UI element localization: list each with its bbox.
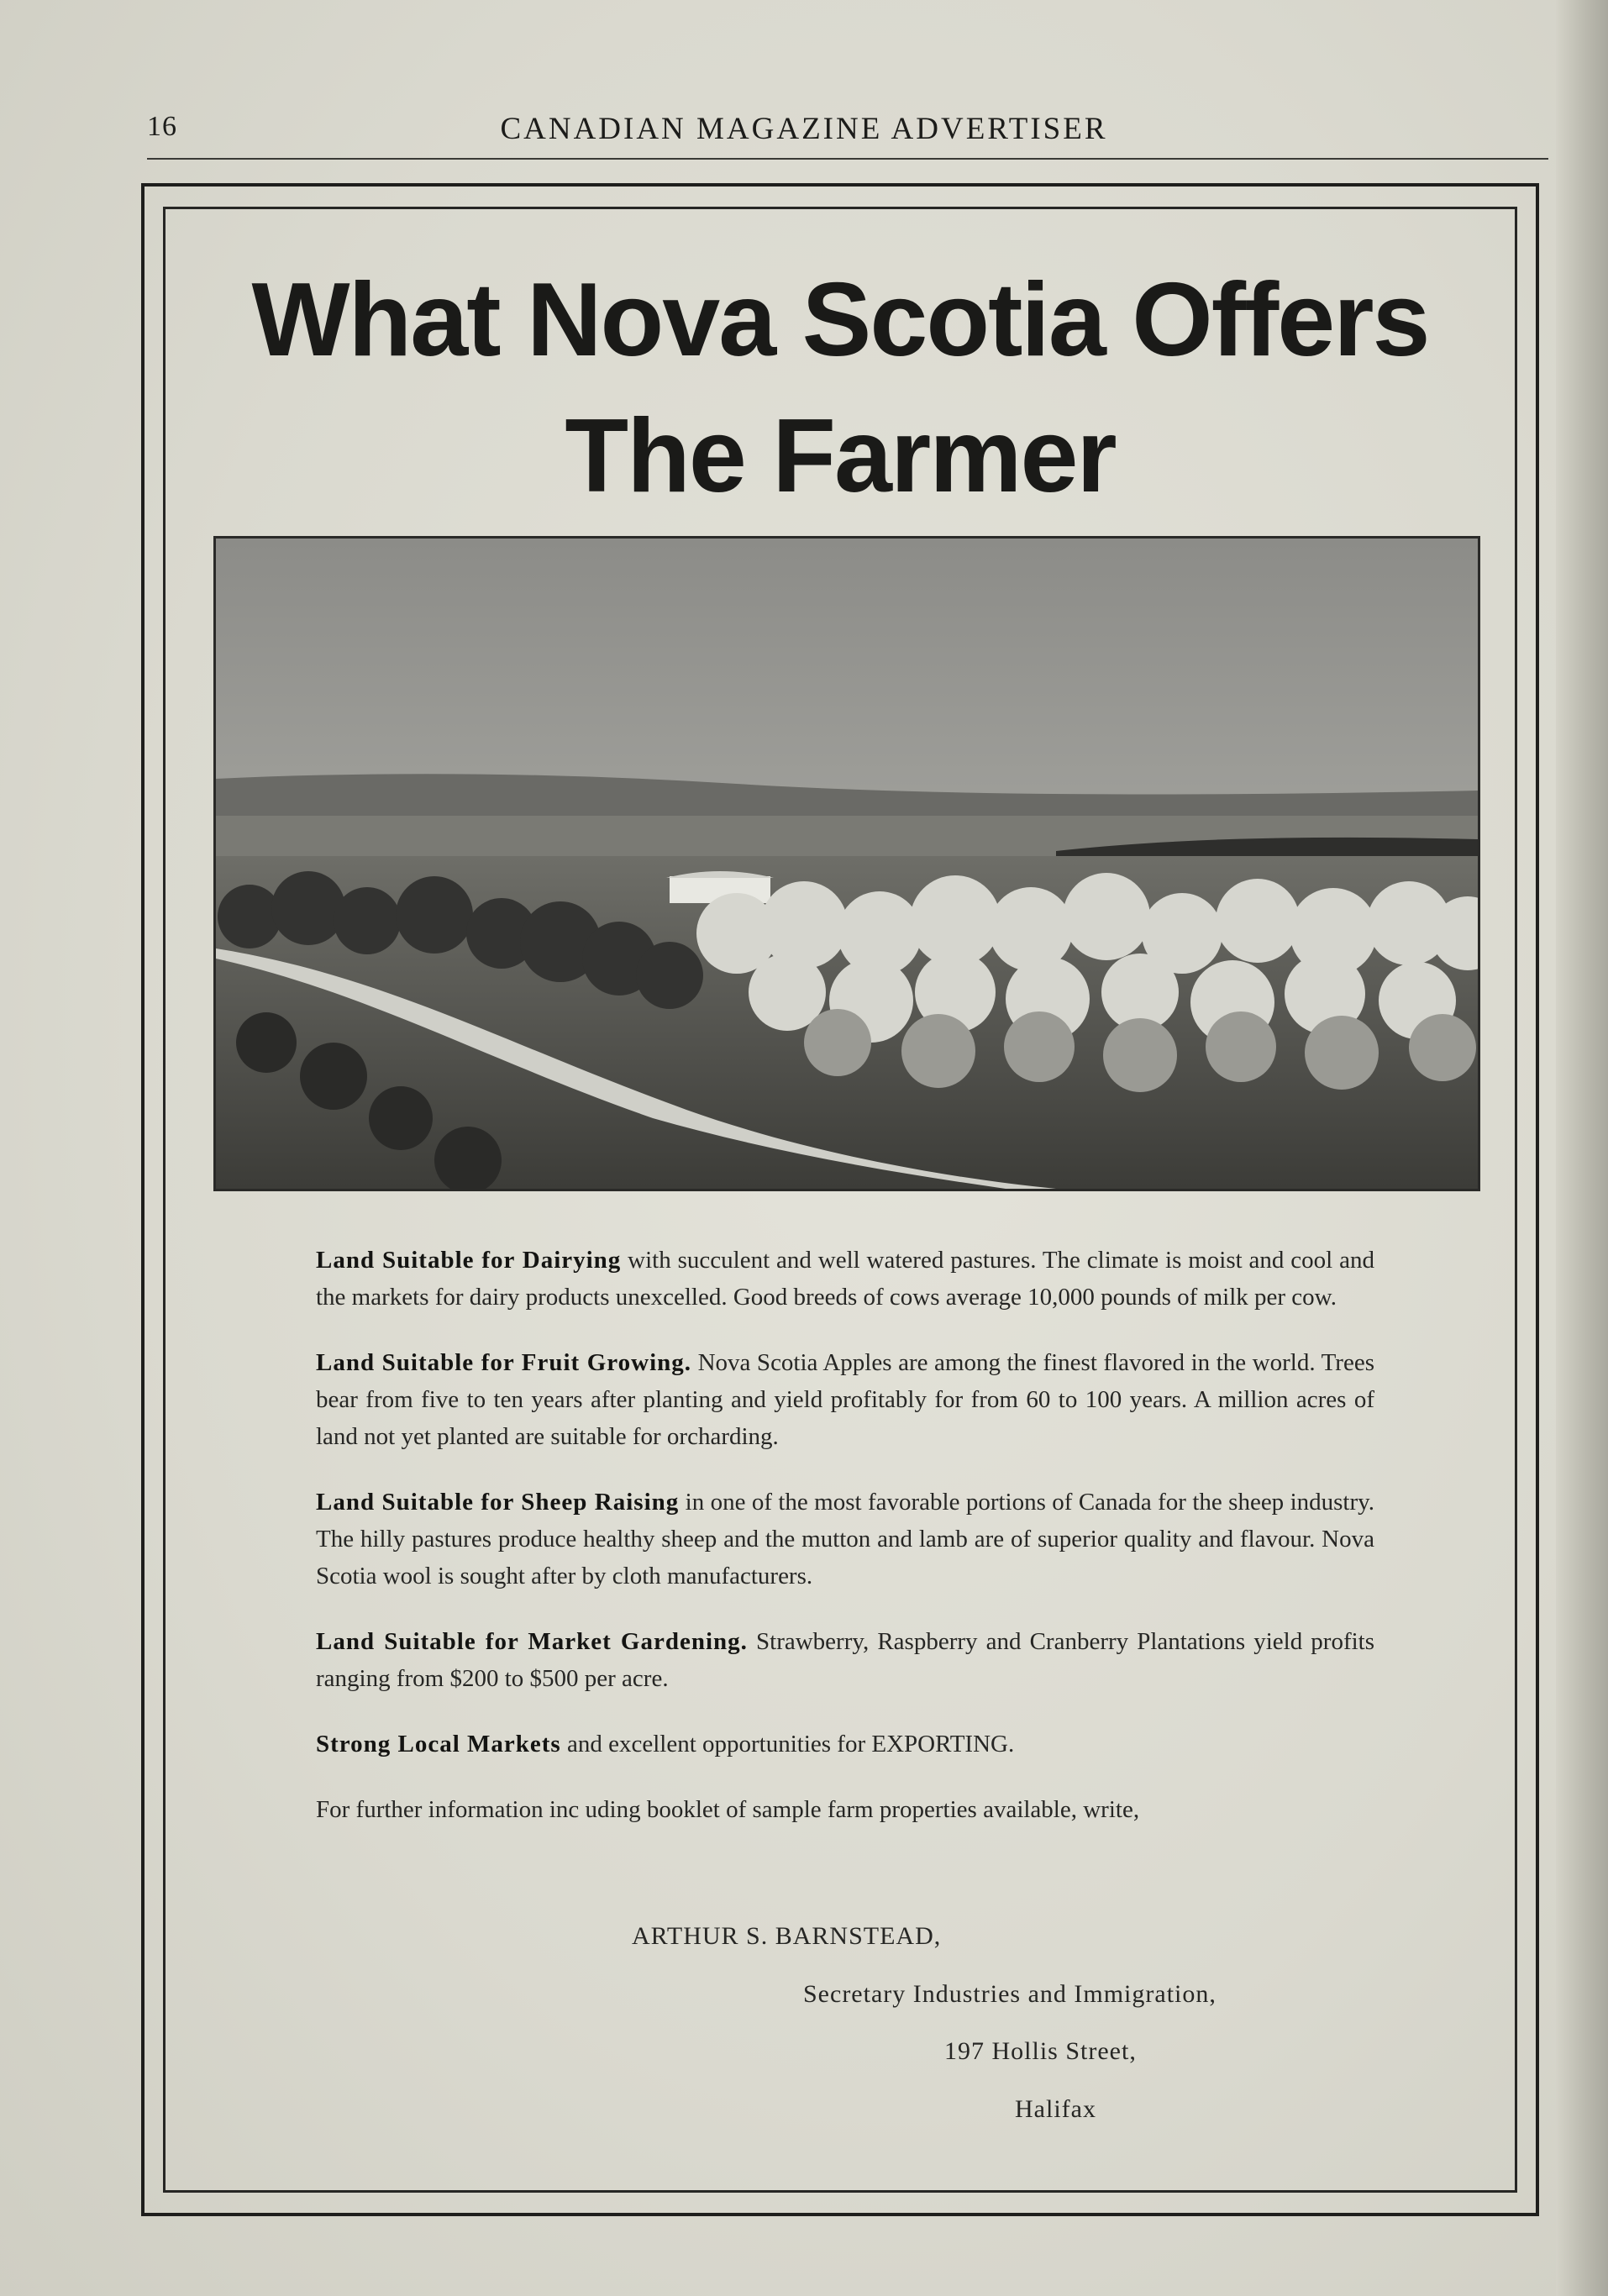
- signature-name: ARTHUR S. BARNSTEAD,: [632, 1922, 942, 1950]
- page-gutter: [1556, 0, 1608, 2296]
- paragraph-local-markets: [316, 1726, 1374, 1763]
- paragraph-market-gardening: [316, 1623, 1374, 1697]
- paragraph-body: and excellent opportunities for EXPORTING.: [560, 1731, 1015, 1757]
- header-rule: [147, 158, 1548, 160]
- signature-street: 197 Hollis Street,: [944, 2037, 1137, 2065]
- page-number: 16: [147, 111, 177, 142]
- paragraph-sheep-raising: [316, 1484, 1374, 1595]
- paragraph-fruit-growing: [316, 1344, 1374, 1455]
- ad-body-text: [316, 1242, 1374, 1857]
- paragraph-body: with succulent and well watered pastures. The climate is moist and cool and the markets for dairy products unexcelled. Good breeds of cows average 10,000 pounds of milk per cow.: [316, 1247, 1374, 1311]
- paragraph-body: Strawberry, Raspberry and Cranberry Plantations yield profits ranging from $200 to $500 per acre.: [316, 1628, 1374, 1692]
- paragraph-body: in one of the most favorable portions of Canada for the sheep industry. The hilly pastures produce healthy sheep and the mutton and lamb are of superior quality and flavour. Nova Scotia wool is sought after by cloth manufacturers.: [316, 1489, 1374, 1589]
- running-head-title: CANADIAN MAGAZINE ADVERTISER: [500, 112, 1108, 146]
- paragraph-lead: Strong Local Markets: [316, 1731, 561, 1757]
- paragraph-lead: Land Suitable for Market Gardening.: [316, 1628, 748, 1655]
- closing-note: For further information inc uding booklet of sample farm properties available, write,: [316, 1796, 1140, 1823]
- headline-line-2: The Farmer: [565, 398, 1116, 514]
- paragraph-dairying: [316, 1242, 1374, 1316]
- paragraph-lead: Land Suitable for Dairying: [316, 1247, 622, 1274]
- paragraph-lead: Land Suitable for Fruit Growing.: [316, 1349, 692, 1376]
- headline-line-1: What Nova Scotia Offers: [251, 262, 1429, 378]
- signature-city: Halifax: [1015, 2095, 1096, 2123]
- paragraph-lead: Land Suitable for Sheep Raising: [316, 1489, 680, 1516]
- signature-position: Secretary Industries and Immigration,: [803, 1980, 1217, 2008]
- paragraph-body: Nova Scotia Apples are among the finest flavored in the world. Trees bear from five to ten years after planting and yield profitably for from 60 to 100 years. A million acres of land not yet planted are suitable for orcharding.: [316, 1349, 1374, 1450]
- orchard-landscape-photo: [213, 536, 1480, 1191]
- ad-headline: [163, 252, 1517, 524]
